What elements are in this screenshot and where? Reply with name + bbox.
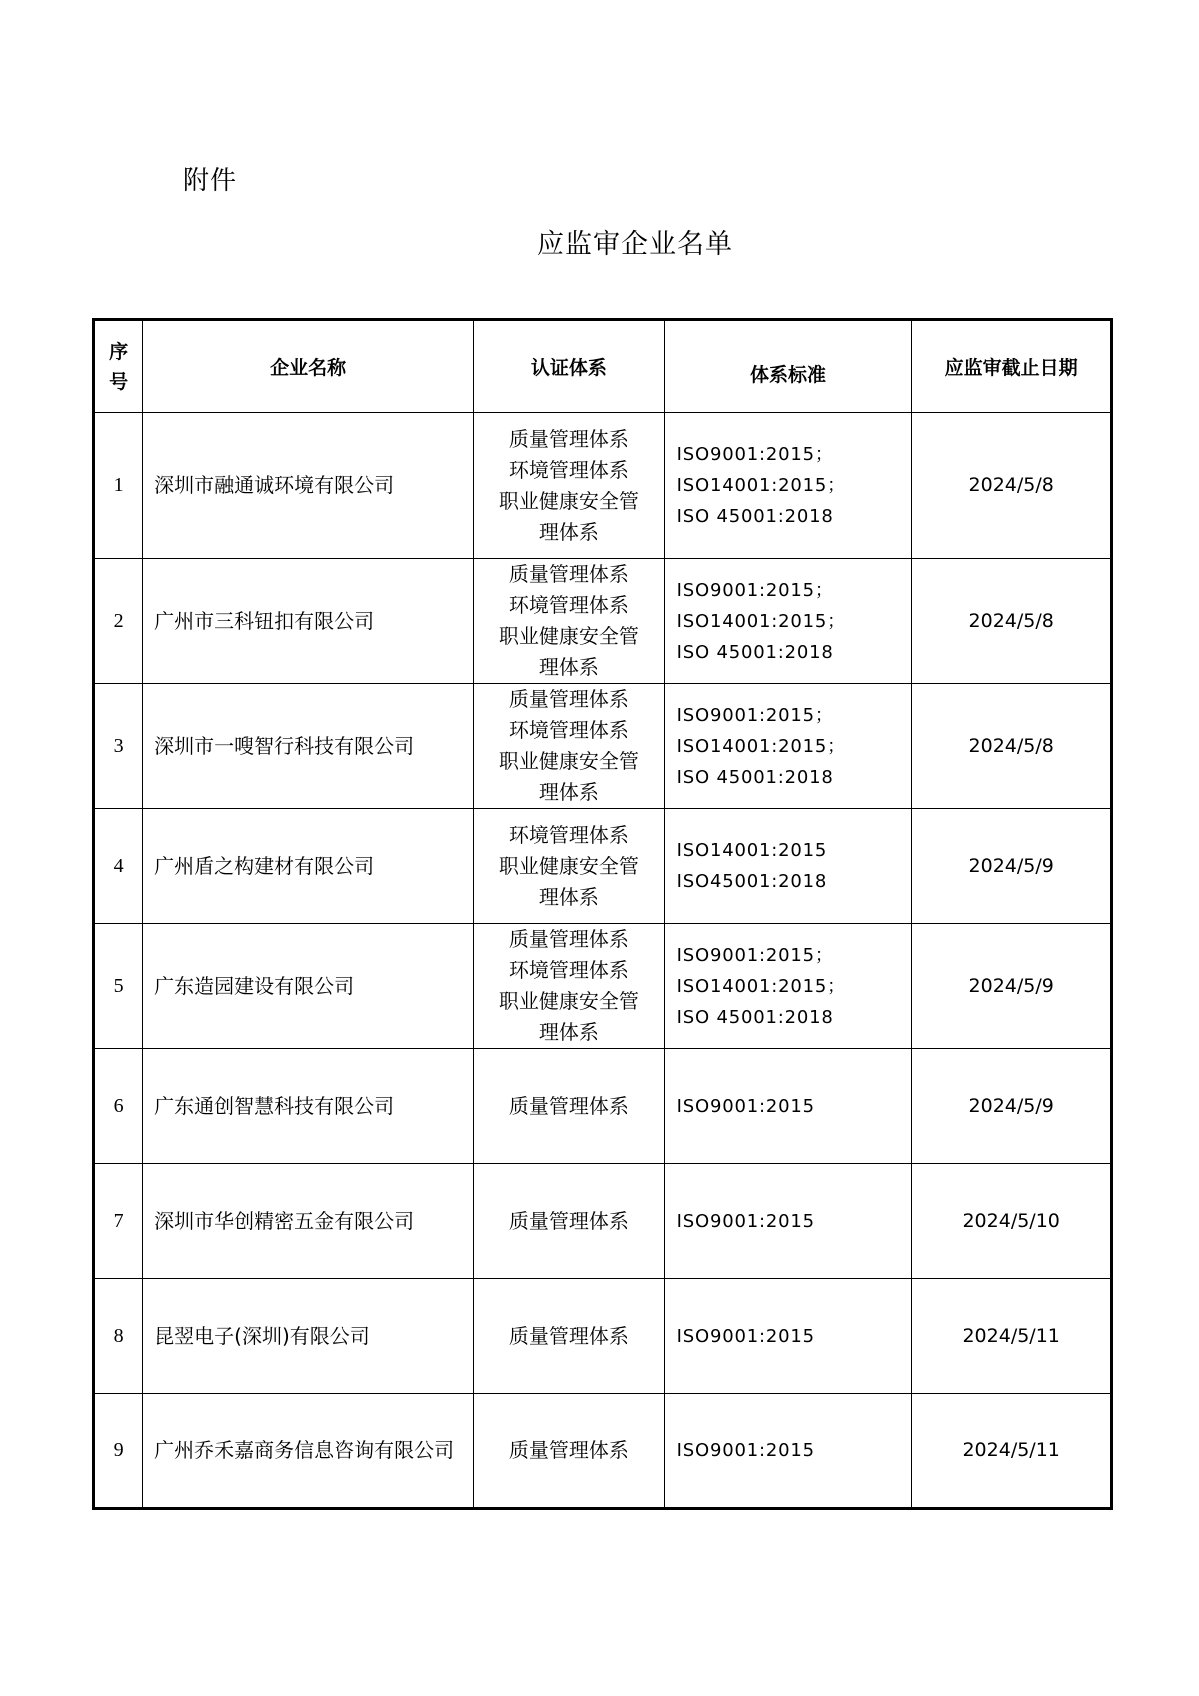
row-standard: ISO9001:2015； ISO14001:2015； ISO 45001:2018 — [664, 924, 912, 1049]
row-system: 质量管理体系 — [474, 1394, 665, 1509]
document-title: 应监审企业名单 — [537, 229, 733, 260]
row-system: 质量管理体系 环境管理体系 职业健康安全管 理体系 — [474, 413, 665, 559]
row-seq: 5 — [94, 924, 143, 1049]
row-seq: 3 — [94, 684, 143, 809]
table-row — [94, 413, 1112, 559]
row-deadline: 2024/5/11 — [912, 1394, 1112, 1509]
attachment-label: 附件 — [183, 166, 238, 196]
header-standard: 体系标准 — [664, 320, 912, 413]
row-standard: ISO9001:2015 — [664, 1164, 912, 1279]
row-standard: ISO14001:2015 ISO45001:2018 — [664, 809, 912, 924]
row-seq: 2 — [94, 559, 143, 684]
row-standard: ISO9001:2015； ISO14001:2015； ISO 45001:2018 — [664, 684, 912, 809]
row-name: 昆翌电子(深圳)有限公司 — [143, 1279, 474, 1394]
row-name: 广州盾之构建材有限公司 — [143, 809, 474, 924]
table-row — [94, 559, 1112, 684]
row-standard: ISO9001:2015； ISO14001:2015； ISO 45001:2018 — [664, 559, 912, 684]
row-system: 质量管理体系 环境管理体系 职业健康安全管 理体系 — [474, 924, 665, 1049]
row-deadline: 2024/5/9 — [912, 924, 1112, 1049]
row-name: 深圳市融通诚环境有限公司 — [143, 413, 474, 559]
header-name: 企业名称 — [143, 320, 474, 413]
row-seq: 7 — [94, 1164, 143, 1279]
row-name: 深圳市华创精密五金有限公司 — [143, 1164, 474, 1279]
table-row — [94, 809, 1112, 924]
row-name: 广州市三科钮扣有限公司 — [143, 559, 474, 684]
row-name: 广州乔禾嘉商务信息咨询有限公司 — [143, 1394, 474, 1509]
row-seq: 6 — [94, 1049, 143, 1164]
table-row — [94, 924, 1112, 1049]
row-system: 环境管理体系 职业健康安全管 理体系 — [474, 809, 665, 924]
header-deadline: 应监审截止日期 — [912, 320, 1112, 413]
table-row — [94, 684, 1112, 809]
table-header-row — [94, 320, 1112, 413]
table-row — [94, 1394, 1112, 1509]
row-standard: ISO9001:2015 — [664, 1394, 912, 1509]
row-standard: ISO9001:2015； ISO14001:2015； ISO 45001:2018 — [664, 413, 912, 559]
row-name: 广东造园建设有限公司 — [143, 924, 474, 1049]
row-seq: 1 — [94, 413, 143, 559]
table-row — [94, 1164, 1112, 1279]
row-name: 广东通创智慧科技有限公司 — [143, 1049, 474, 1164]
row-deadline: 2024/5/10 — [912, 1164, 1112, 1279]
row-seq: 4 — [94, 809, 143, 924]
row-system: 质量管理体系 环境管理体系 职业健康安全管 理体系 — [474, 684, 665, 809]
header-system: 认证体系 — [474, 320, 665, 413]
row-deadline: 2024/5/8 — [912, 559, 1112, 684]
row-deadline: 2024/5/8 — [912, 684, 1112, 809]
row-deadline: 2024/5/9 — [912, 809, 1112, 924]
enterprise-table — [92, 318, 1113, 1510]
row-system: 质量管理体系 — [474, 1164, 665, 1279]
row-deadline: 2024/5/8 — [912, 413, 1112, 559]
row-seq: 9 — [94, 1394, 143, 1509]
row-name: 深圳市一嗖智行科技有限公司 — [143, 684, 474, 809]
row-system: 质量管理体系 — [474, 1279, 665, 1394]
row-system: 质量管理体系 环境管理体系 职业健康安全管 理体系 — [474, 559, 665, 684]
row-deadline: 2024/5/9 — [912, 1049, 1112, 1164]
table-row — [94, 1279, 1112, 1394]
row-standard: ISO9001:2015 — [664, 1049, 912, 1164]
row-system: 质量管理体系 — [474, 1049, 665, 1164]
row-standard: ISO9001:2015 — [664, 1279, 912, 1394]
row-seq: 8 — [94, 1279, 143, 1394]
header-seq: 序 号 — [94, 320, 143, 413]
table-row — [94, 1049, 1112, 1164]
row-deadline: 2024/5/11 — [912, 1279, 1112, 1394]
